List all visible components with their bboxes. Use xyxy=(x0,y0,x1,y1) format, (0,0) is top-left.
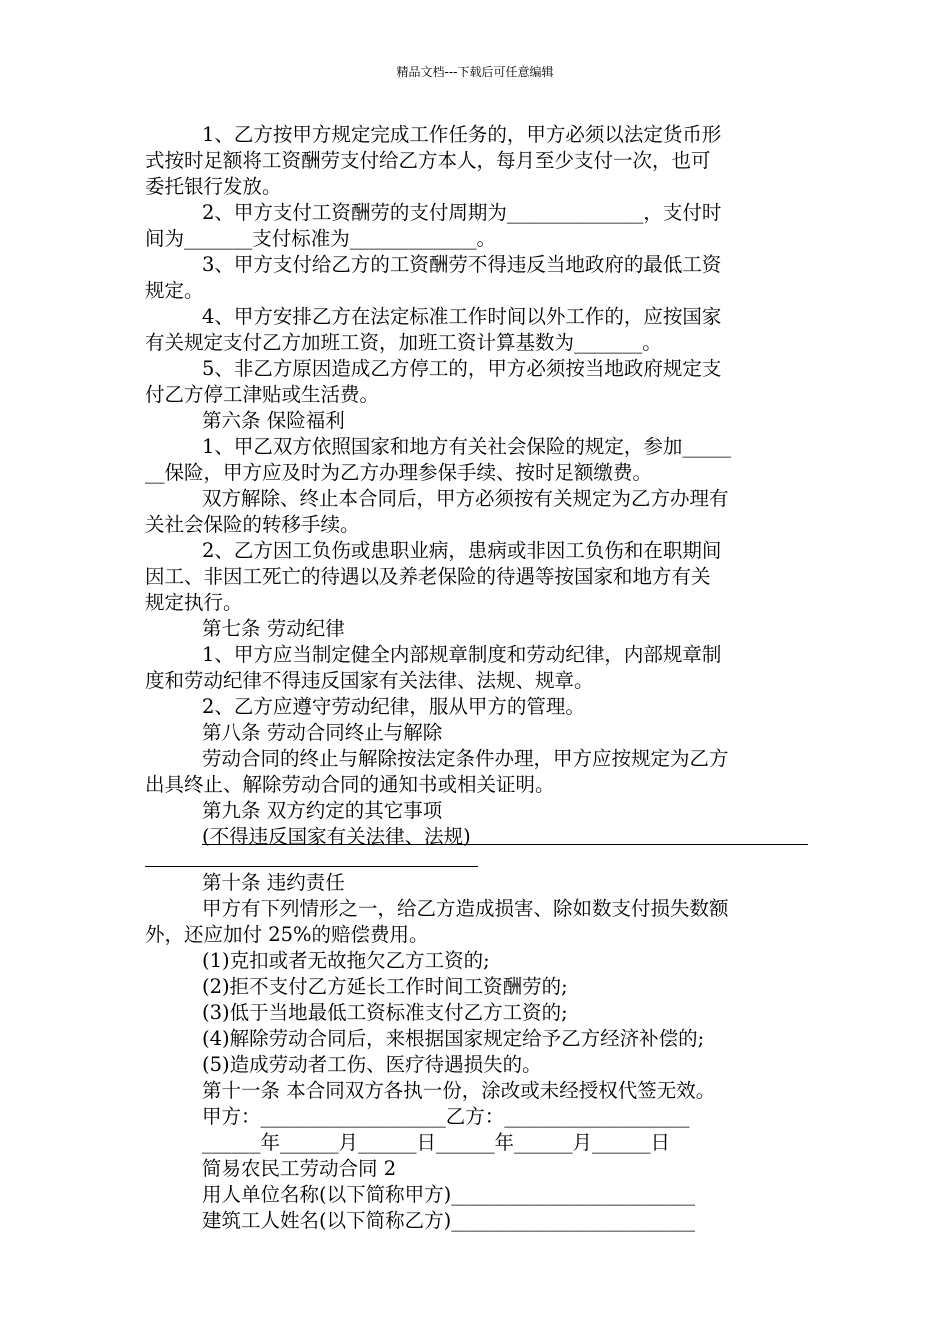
text-line: 付乙方停工津贴或生活费。 xyxy=(145,383,380,406)
text-line: 3、甲方支付给乙方的工资酬劳不得违反当地政府的最低工资 xyxy=(202,253,722,276)
contract-text-part-2 xyxy=(145,870,810,1234)
text-line: ______年______月______日______年______月______日 xyxy=(202,1131,670,1154)
text-line: 2、甲方支付工资酬劳的支付周期为______________，支付时 xyxy=(202,201,722,224)
contract-text-part-1 xyxy=(145,122,810,850)
text-line: 4、甲方安排乙方在法定标准工作时间以外工作的，应按国家 xyxy=(202,305,722,328)
text-line: 式按时足额将工资酬劳支付给乙方本人，每月至少支付一次，也可 xyxy=(145,149,711,172)
text-line: 间为_______支付标准为_____________。 xyxy=(145,227,497,250)
text-line: 第十条 违约责任 xyxy=(202,871,345,894)
text-line: 甲方有下列情形之一，给乙方造成损害、除如数支付损失数额 xyxy=(202,897,729,920)
text-line: 简易农民工劳动合同 2 xyxy=(202,1157,397,1180)
text-line: 度和劳动纪律不得违反国家有关法律、法规、规章。 xyxy=(145,669,594,692)
text-line: 第七条 劳动纪律 xyxy=(202,617,345,640)
text-line: 1、乙方按甲方规定完成工作任务的，甲方必须以法定货币形 xyxy=(202,123,722,146)
text-line: 关社会保险的转移手续。 xyxy=(145,513,360,536)
text-line: 2、乙方应遵守劳动纪律，服从甲方的管理。 xyxy=(202,695,585,718)
text-line: 出具终止、解除劳动合同的通知书或相关证明。 xyxy=(145,773,555,796)
text-line: (5)造成劳动者工伤、医疗待遇损失的。 xyxy=(202,1053,542,1076)
text-line: 甲方：___________________乙方：___________________ xyxy=(202,1105,690,1128)
text-line: 5、非乙方原因造成乙方停工的，甲方必须按当地政府规定支 xyxy=(202,357,722,380)
text-line: 2、乙方因工负伤或患职业病，患病或非因工负伤和在职期间 xyxy=(202,539,722,562)
page-header: 精品文档---下载后可任意编辑 xyxy=(396,65,554,79)
text-line: 第六条 保险福利 xyxy=(202,409,345,432)
text-line: 第十一条 本合同双方各执一份，涂改或未经授权代签无效。 xyxy=(202,1079,716,1102)
text-line: (1)克扣或者无故拖欠乙方工资的; xyxy=(202,949,490,972)
document-body xyxy=(145,122,810,850)
text-line: 建筑工人姓名(以下简称乙方)_________________________ xyxy=(202,1209,695,1232)
text-line: __保险，甲方应及时为乙方办理参保手续、按时足额缴费。 xyxy=(145,461,653,484)
text-line: 用人单位名称(以下简称甲方)_________________________ xyxy=(202,1183,695,1206)
text-line: 双方解除、终止本合同后，甲方必须按有关规定为乙方办理有 xyxy=(202,487,729,510)
text-line: 因工、非因工死亡的待遇以及养老保险的待遇等按国家和地方有关 xyxy=(145,565,711,588)
text-line: 1、甲方应当制定健全内部规章制度和劳动纪律，内部规章制 xyxy=(202,643,722,666)
text-line: (3)低于当地最低工资标准支付乙方工资的; xyxy=(202,1001,568,1024)
document-body-continued xyxy=(145,870,810,1234)
blank-line-1 xyxy=(202,844,808,845)
text-line: (4)解除劳动合同后，来根据国家规定给予乙方经济补偿的; xyxy=(202,1027,705,1050)
text-line: (2)拒不支付乙方延长工作时间工资酬劳的; xyxy=(202,975,568,998)
text-line: 第九条 双方约定的其它事项 xyxy=(202,799,443,822)
text-line: 委托银行发放。 xyxy=(145,175,282,198)
text-line: 1、甲乙双方依照国家和地方有关社会保险的规定，参加_____ xyxy=(202,435,732,458)
text-line: 规定。 xyxy=(145,279,204,302)
text-line: 有关规定支付乙方加班工资，加班工资计算基数为_______。 xyxy=(145,331,662,354)
text-line: 规定执行。 xyxy=(145,591,243,614)
text-line: 第八条 劳动合同终止与解除 xyxy=(202,721,443,744)
blank-line-2 xyxy=(145,866,478,867)
text-line: (不得违反国家有关法律、法规) xyxy=(202,825,471,848)
text-line: 劳动合同的终止与解除按法定条件办理，甲方应按规定为乙方 xyxy=(202,747,729,770)
text-line: 外，还应加付 25%的赔偿费用。 xyxy=(145,923,429,946)
